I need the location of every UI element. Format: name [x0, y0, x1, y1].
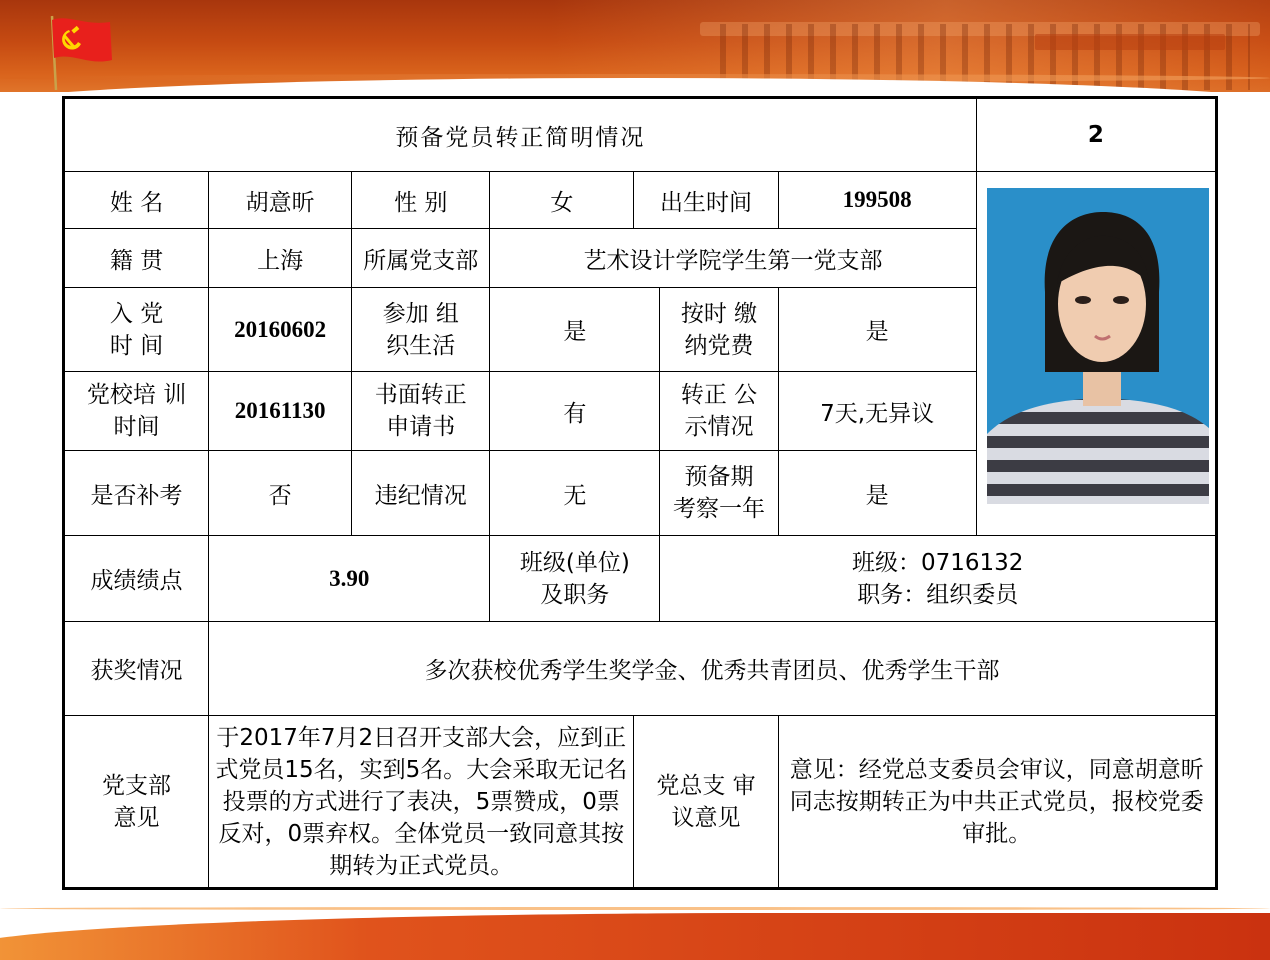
name-label: 姓 名 — [64, 172, 209, 229]
join-date-value: 20160602 — [209, 288, 352, 372]
org-life-label: 参加 组 织生活 — [352, 288, 490, 372]
dues-label: 按时 缴 纳党费 — [660, 288, 778, 372]
publicity-value: 7天,无异议 — [778, 372, 976, 451]
header-banner — [0, 0, 1270, 92]
discipline-label: 违纪情况 — [352, 451, 490, 536]
photo-cell — [976, 172, 1216, 536]
general-opinion-text: 意见：经党总支委员会审议，同意胡意昕同志按期转正为中共正式党员，报校党委审批。 — [778, 716, 1216, 889]
branch-value: 艺术设计学院学生第一党支部 — [490, 229, 976, 288]
party-flag-icon — [14, 12, 114, 92]
branch-label: 所属党支部 — [352, 229, 490, 288]
branch-opinion-label: 党支部 意见 — [64, 716, 209, 889]
awards-label: 获奖情况 — [64, 622, 209, 716]
discipline-value: 无 — [490, 451, 660, 536]
page-number: 2 — [976, 98, 1216, 172]
name-value: 胡意昕 — [209, 172, 352, 229]
gender-label: 性 别 — [352, 172, 490, 229]
training-label: 党校培 训 时间 — [64, 372, 209, 451]
class-label: 班级(单位) 及职务 — [490, 536, 660, 622]
birth-label: 出生时间 — [634, 172, 778, 229]
origin-value: 上海 — [209, 229, 352, 288]
origin-label: 籍 贯 — [64, 229, 209, 288]
application-value: 有 — [490, 372, 660, 451]
publicity-label: 转正 公 示情况 — [660, 372, 778, 451]
gpa-label: 成绩绩点 — [64, 536, 209, 622]
makeup-label: 是否补考 — [64, 451, 209, 536]
join-date-label: 入 党 时 间 — [64, 288, 209, 372]
org-life-value: 是 — [490, 288, 660, 372]
gender-value: 女 — [490, 172, 634, 229]
birth-value: 199508 — [778, 172, 976, 229]
dues-value: 是 — [778, 288, 976, 372]
training-value: 20161130 — [209, 372, 352, 451]
page-title: 预备党员转正简明情况 — [64, 98, 977, 172]
member-photo — [983, 172, 1209, 507]
makeup-value: 否 — [209, 451, 352, 536]
awards-value: 多次获校优秀学生奖学金、优秀共青团员、优秀学生干部 — [209, 622, 1217, 716]
class-value: 班级：0716132 职务：组织委员 — [660, 536, 1217, 622]
general-opinion-label: 党总支 审 议意见 — [634, 716, 778, 889]
branch-opinion-text: 于2017年7月2日召开支部大会，应到正式党员15名，实到5名。大会采取无记名投票的方式进行了表决，5票赞成，0票反对，0票弃权。全体党员一致同意其按期转为正式党员。 — [209, 716, 634, 889]
probationary-member-table — [62, 96, 1218, 890]
gpa-value: 3.90 — [209, 536, 490, 622]
probation-value: 是 — [778, 451, 976, 536]
application-label: 书面转正 申请书 — [352, 372, 490, 451]
footer-wave — [0, 905, 1270, 960]
probation-label: 预备期 考察一年 — [660, 451, 778, 536]
